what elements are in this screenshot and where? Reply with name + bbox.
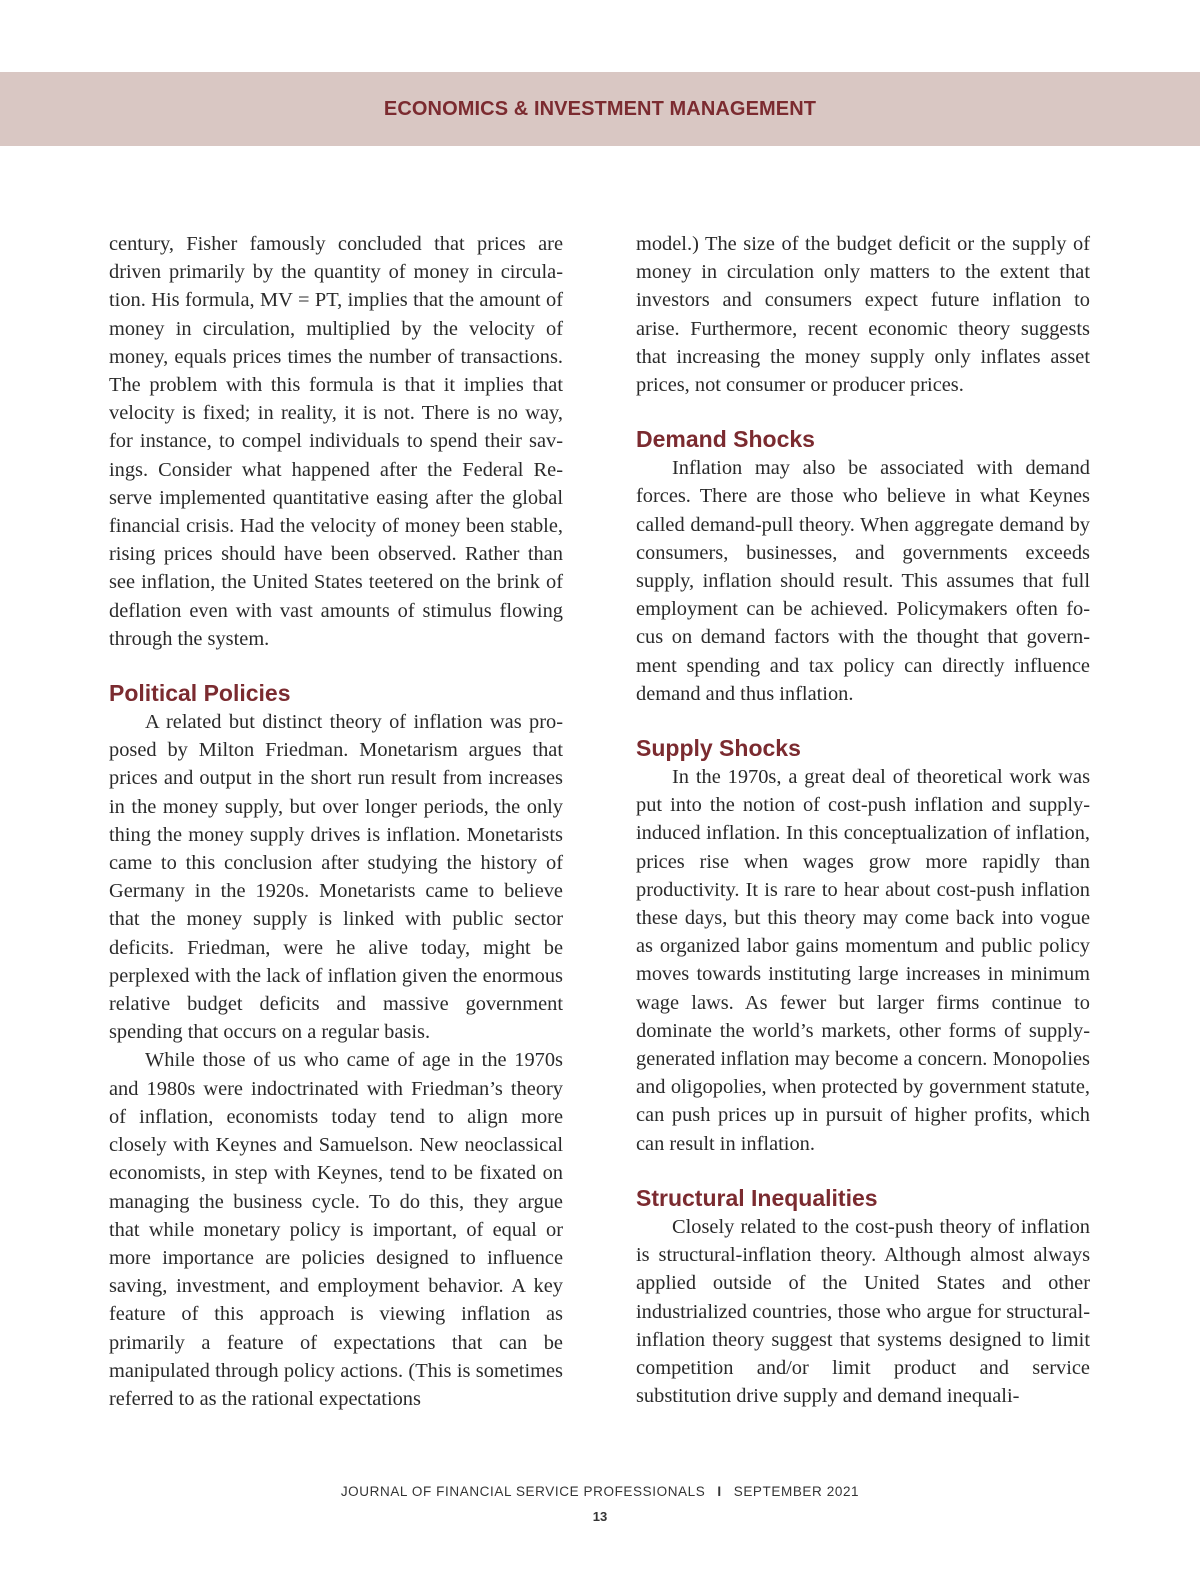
journal-name: JOURNAL OF FINANCIAL SERVICE PROFESSIONALS (340, 1484, 706, 1499)
demand-shocks-heading: Demand Shocks (636, 426, 815, 453)
footer-separator: I (717, 1484, 722, 1499)
supply-paragraph: In the 1970s, a great deal of theoretical work was put into the notion of cost-push inflation and supply-induced inflation. In this conceptualization of inflation, prices rise when wages grow more rapidly than productivity. It is rare to hear about cost-push inflation these days, but this theory may come back into vogue as organized labor gains momentum and public policy moves towards instituting large increases in minimum wage laws. As fewer but larger firms continue to dominate the world’s markets, other forms of supply-generated inflation may become a concern. Monopolies and oligopolies, when protected by government statute, can push prices up in pursuit of higher profits, which can result in inflation. (636, 766, 1090, 1155)
section-header-band (0, 72, 1200, 146)
structural-paragraph: Closely related to the cost-push theory of inflation is structural-inflation theory. Although almost always applied outside of the United States and other industrialized countries, those who argue for structural-inflation theory suggest that systems designed to limit competition and/or limit product and service substitution drive supply and demand inequali- (636, 1215, 1090, 1408)
structural-inequalities-heading: Structural Inequalities (636, 1184, 878, 1211)
political-paragraph-2: While those of us who came of age in the 1970s and 1980s were indoctrinated with Friedman’s theory of inflation, economists today tend to align more closely with Keynes and Samuelson. New neoclassical economists, in step with Keynes, tend to be fixated on managing the business cycle. To do this, they argue that while monetary policy is important, of equal or more importance are policies designed to influence saving, investment, and employment behavior. A key feature of this approach is viewing inflation as primarily a feature of expectations that can be manipulated through policy actions. (This is sometimes referred to as the rational expectations (109, 1049, 563, 1410)
continuation-paragraph: model.) The size of the budget deficit or the supply of money in circulation only matters to the extent that investors and consumers expect future inflation to arise. Furthermore, recent economic theory suggests that increasing the money supply only inflates asset prices, not consumer or producer prices. (636, 233, 1090, 397)
political-policies-heading: Political Policies (109, 680, 291, 707)
demand-paragraph: Inflation may also be associated with demand forces. There are those who believe in what Keynes called demand-pull theory. When aggregate demand by consumers, businesses, and governments exceeds supply, inflation should result. This assumes that full employment can be achieved. Policymakers often focus on demand factors with the thought that government spending and tax policy can directly influence demand and thus inflation. (636, 457, 1090, 705)
page-footer (0, 1484, 1200, 1499)
page-number: 13 (592, 1509, 608, 1524)
issue-date: SEPTEMBER 2021 (733, 1484, 860, 1499)
supply-shocks-heading: Supply Shocks (636, 735, 801, 762)
left-column (109, 230, 563, 1413)
political-paragraph-1: A related but distinct theory of inflation was proposed by Milton Friedman. Monetarism argues that prices and output in the short run result from increases in the money supply, but over longer periods, the only thing the money supply drives is inflation. Monetarists came to this conclusion after studying the history of Germany in the 1920s. Monetarists came to believe that the money supply is linked with public sector deficits. Friedman, were he alive today, might be perplexed with the lack of inflation given the enormous relative budget deficits and massive government spending that occurs on a regular basis. (109, 711, 563, 1044)
section-title: ECONOMICS & INVESTMENT MANAGEMENT (383, 97, 817, 120)
intro-paragraph: century, Fisher famously concluded that prices are driven primarily by the quantity of money in circulation. His formula, MV = PT, implies that the amount of money in circulation, multiplied by the velocity of money, equals prices times the number of transactions. The problem with this formula is that it implies that velocity is fixed; in reality, it is not. There is no way, for instance, to compel individuals to spend their savings. Consider what happened after the Federal Reserve implemented quantitative easing after the global financial crisis. Had the velocity of money been stable, rising prices should have been observed. Rather than see inflation, the United States teetered on the brink of deflation even with vast amounts of stimulus flowing through the system. (109, 233, 563, 650)
right-column (636, 230, 1090, 1410)
